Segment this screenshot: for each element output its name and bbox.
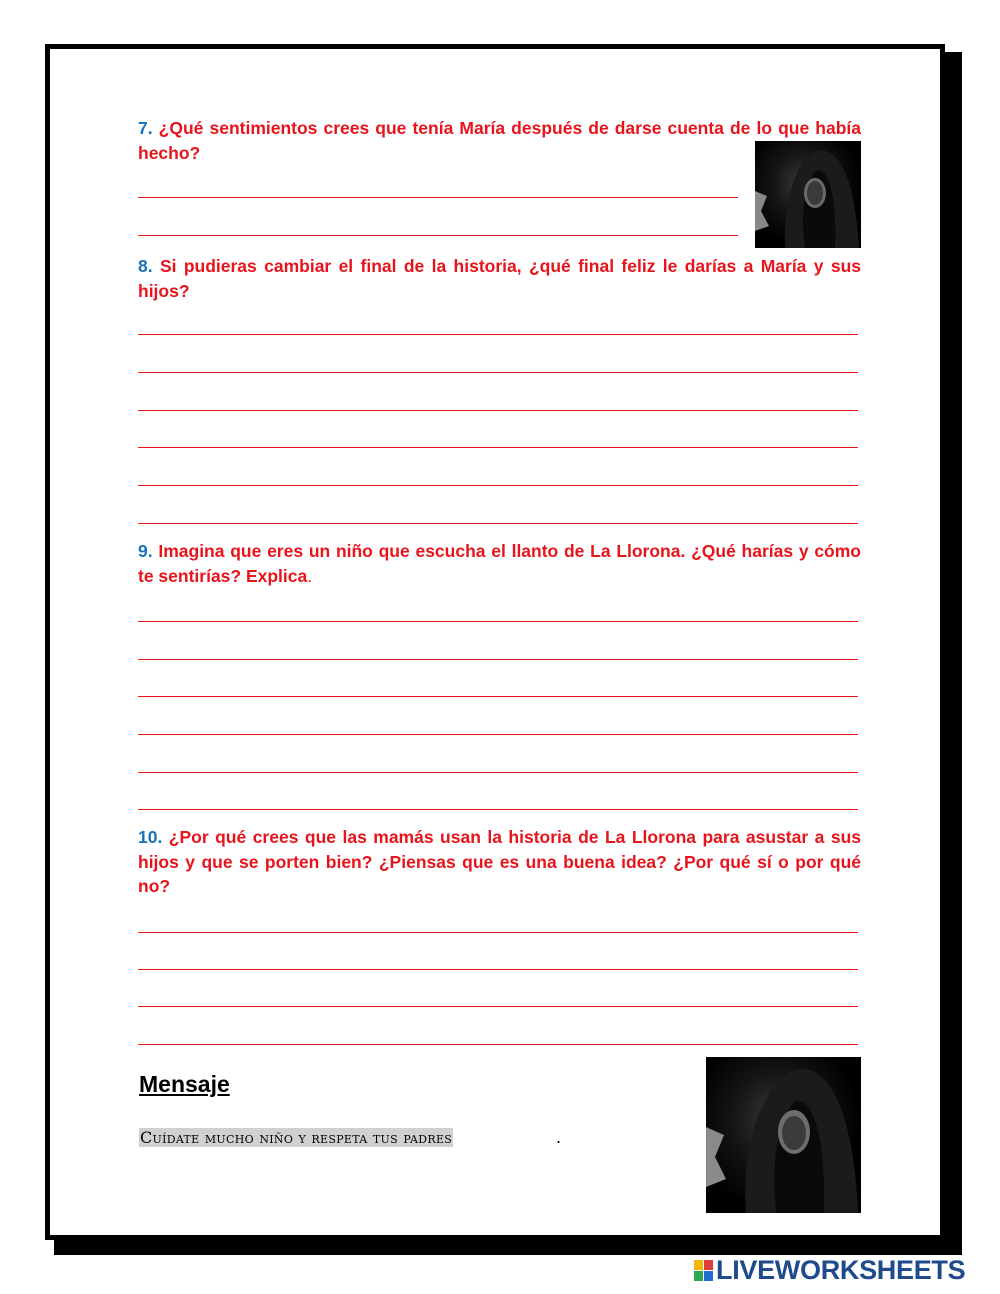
question-number: 8. <box>138 256 153 276</box>
question-trail: . <box>307 565 313 586</box>
question-number: 7. <box>138 118 153 138</box>
la-llorona-figure <box>706 1057 861 1213</box>
answer-line-7-1[interactable] <box>138 197 738 198</box>
answer-line-7-2[interactable] <box>138 235 738 236</box>
answer-line-8-5[interactable] <box>138 485 858 486</box>
answer-line-8-1[interactable] <box>138 334 858 335</box>
question-9 <box>138 539 861 588</box>
question-text: ¿Qué sentimientos crees que tenía María después de darse cuenta de lo que había hecho? <box>138 118 861 163</box>
question-text: ¿Por qué crees que las mamás usan la historia de La Llorona para asustar a sus hijos y que se porten bien? ¿Piensas que es una buena idea? ¿Por qué sí o por qué no? <box>138 827 861 896</box>
brand-text: LIVEWORKSHEETS <box>716 1254 966 1285</box>
message-title: Mensaje <box>139 1071 230 1097</box>
liveworksheets-logo-icon <box>694 1260 713 1281</box>
liveworksheets-brand[interactable] <box>694 1256 965 1284</box>
question-text: Si pudieras cambiar el final de la historia, ¿qué final feliz le darías a María y sus hijos? <box>138 256 861 301</box>
la-llorona-image-bottom <box>706 1057 861 1213</box>
question-number: 9. <box>138 541 153 561</box>
message-end: . <box>556 1128 562 1147</box>
answer-line-8-4[interactable] <box>138 447 858 448</box>
question-number: 10. <box>138 827 163 847</box>
answer-line-10-3[interactable] <box>138 1006 858 1007</box>
answer-line-8-3[interactable] <box>138 410 858 411</box>
answer-line-9-2[interactable] <box>138 659 858 660</box>
answer-line-9-3[interactable] <box>138 696 858 697</box>
message-text: Cuídate mucho niño y respeta tus padres <box>140 1128 453 1147</box>
la-llorona-image-top <box>755 141 861 248</box>
question-8 <box>138 254 861 303</box>
answer-line-8-2[interactable] <box>138 372 858 373</box>
answer-line-9-4[interactable] <box>138 734 858 735</box>
question-7 <box>138 116 861 165</box>
question-text: Imagina que eres un niño que escucha el llanto de La Llorona. ¿Qué harías y cómo te sentirías? Explica <box>138 541 861 586</box>
la-llorona-figure <box>755 141 861 248</box>
answer-line-10-1[interactable] <box>138 932 858 933</box>
answer-line-10-2[interactable] <box>138 969 858 970</box>
answer-line-9-5[interactable] <box>138 772 858 773</box>
answer-line-9-1[interactable] <box>138 621 858 622</box>
question-10 <box>138 825 861 899</box>
answer-line-10-4[interactable] <box>138 1044 858 1045</box>
answer-line-8-6[interactable] <box>138 523 858 524</box>
answer-line-9-6[interactable] <box>138 809 858 810</box>
